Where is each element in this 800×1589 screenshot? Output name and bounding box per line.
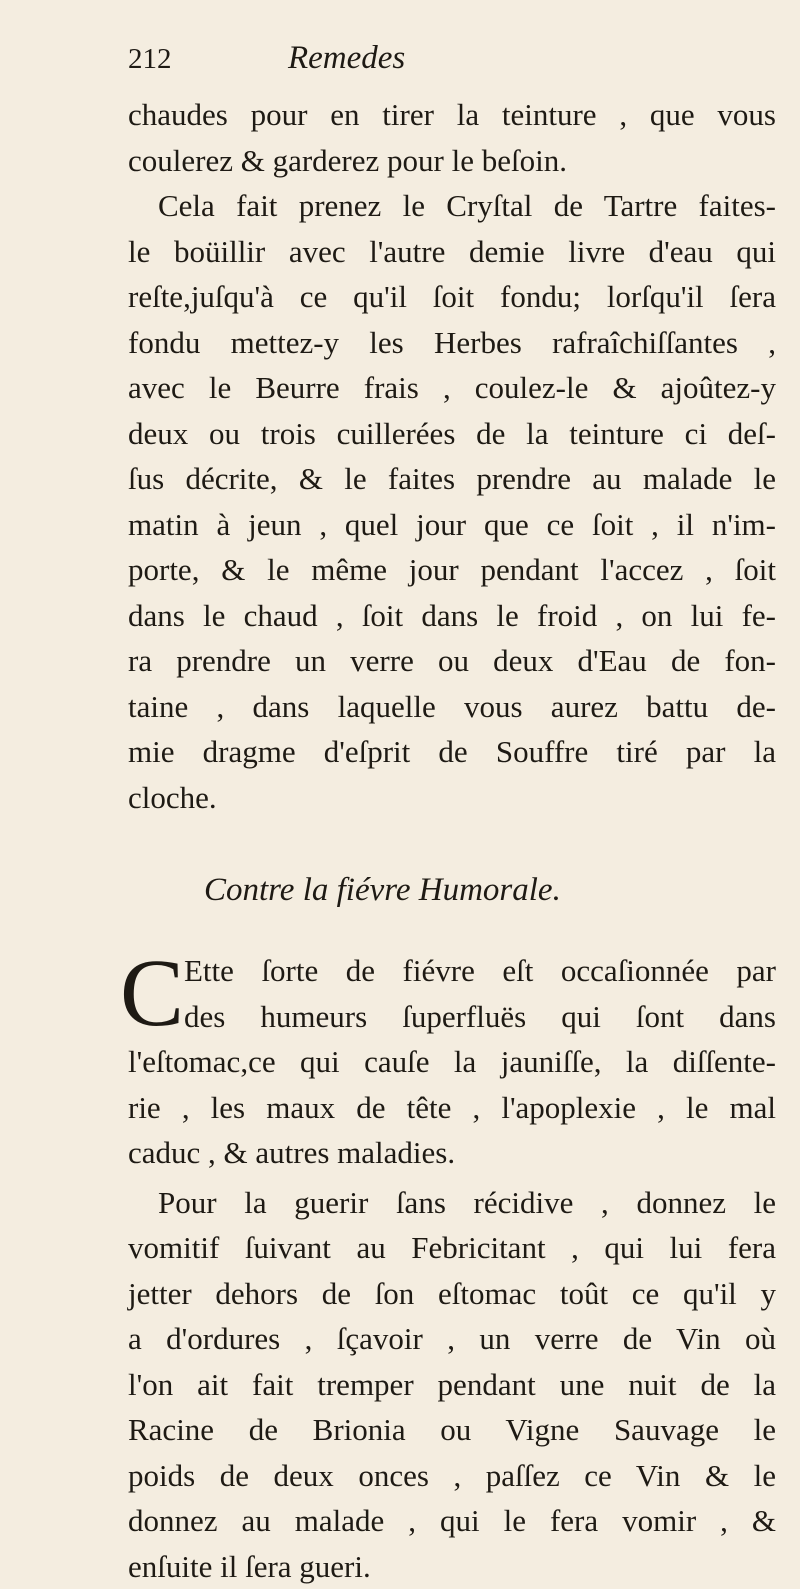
text-line: porte, & le même jour pendant l'accez , ſoit [128,547,776,593]
text-line: vomitif ſuivant au Febricitant , qui lui fera [128,1225,776,1271]
spacer [128,820,776,866]
running-title: Remedes [258,40,405,77]
text-line: enſuite il ſera gueri. [128,1544,776,1589]
text-line: coulerez & garderez pour le beſoin. [128,138,776,184]
page-header [128,40,776,92]
paragraph-cure [128,1180,776,1589]
text-line: caduc , & autres maladies. [128,1130,776,1176]
text-line: Ette ſorte de fiévre eſt occaſionnée par [128,948,776,994]
text-line: Racine de Brionia ou Vigne Sauvage le [128,1407,776,1453]
text-line: deux ou trois cuillerées de la teinture ci deſ- [128,411,776,457]
text-line: ra prendre un verre ou deux d'Eau de fon- [128,638,776,684]
text-line: matin à jeun , quel jour que ce ſoit , il n'im- [128,502,776,548]
text-line: donnez au malade , qui le fera vomir , & [128,1498,776,1544]
text-line: cloche. [128,775,776,821]
section-heading: Contre la fiévre Humorale. [128,866,776,914]
text-line: mie dragme d'eſprit de Souffre tiré par la [128,729,776,775]
text-line: fondu mettez-y les Herbes rafraîchiſſantes , [128,320,776,366]
text-line: le boüillir avec l'autre demie livre d'eau qui [128,229,776,275]
text-line: jetter dehors de ſon eſtomac toût ce qu'il y [128,1271,776,1317]
text-line: poids de deux onces , paſſez ce Vin & le [128,1453,776,1499]
page-number: 212 [128,43,258,76]
paragraph-recipe [128,183,776,820]
text-line: Cela fait prenez le Cryſtal de Tartre faites- [128,183,776,229]
text-line: ſus décrite, & le faites prendre au malade le [128,456,776,502]
text-line: dans le chaud , ſoit dans le froid , on lui fe- [128,593,776,639]
text-line: a d'ordures , ſçavoir , un verre de Vin où [128,1316,776,1362]
paragraph-fever [128,948,776,1176]
text-line: chaudes pour en tirer la teinture , que vous [128,92,776,138]
paragraph-continued [128,92,776,183]
text-line: reſte,juſqu'à ce qu'il ſoit fondu; lorſqu'il ſera [128,274,776,320]
text-line: avec le Beurre frais , coulez-le & ajoûtez-y [128,365,776,411]
text-line: l'eſtomac,ce qui cauſe la jauniſſe, la diſſente- [128,1039,776,1085]
text-line: Pour la guerir ſans récidive , donnez le [128,1180,776,1226]
text-line: rie , les maux de tête , l'apoplexie , le mal [128,1085,776,1131]
text-line: taine , dans laquelle vous aurez battu de- [128,684,776,730]
drop-cap: C [120,948,184,1038]
text-line: l'on ait fait tremper pendant une nuit de la [128,1362,776,1408]
text-line: des humeurs ſuperfluës qui ſont dans [128,994,776,1040]
